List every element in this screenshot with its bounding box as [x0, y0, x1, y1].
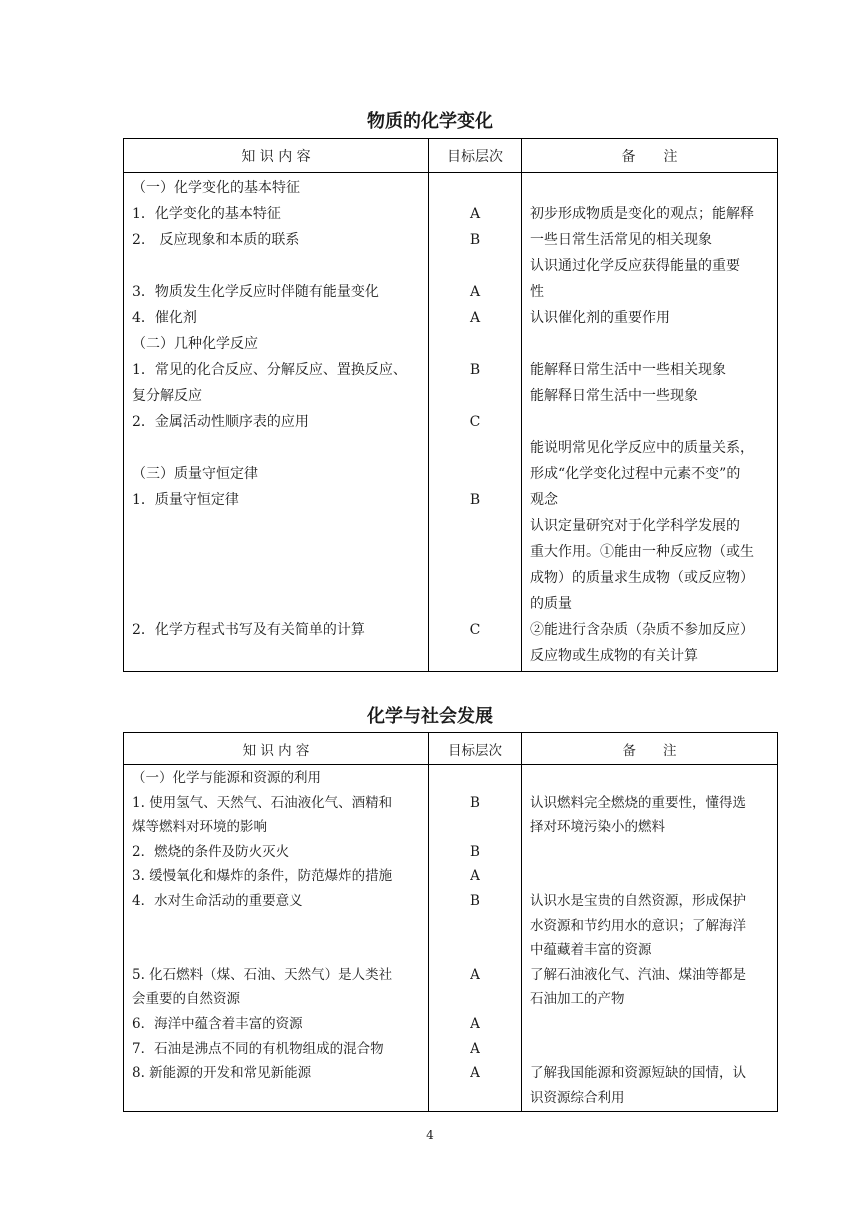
page-number: 4 — [426, 1128, 434, 1142]
cell-line — [522, 1037, 777, 1062]
cell-line: 一些日常生活常见的相关现象 — [530, 232, 712, 248]
cell-line: 重大作用。①能由一种反应物（或生 — [530, 544, 754, 560]
section-title: 物质的化学变化 — [367, 111, 493, 132]
header-target-level: 目标层次 — [429, 733, 522, 765]
knowledge-column — [124, 765, 429, 1112]
cell-line — [429, 815, 521, 840]
cell-line: A — [469, 310, 481, 326]
table-body-row — [124, 765, 778, 1112]
cell-line — [522, 766, 777, 791]
cell-line: 5. 化石燃料（煤、石油、天然气）是人类社 — [132, 966, 393, 983]
cell-line: 8. 新能源的开发和常见新能源 — [132, 1065, 312, 1082]
cell-line: （一）化学变化的基本特征 — [132, 180, 300, 196]
cell-line: 认识定量研究对于化学科学发展的 — [530, 518, 740, 534]
table-body-row — [124, 173, 778, 672]
cell-line — [429, 253, 521, 279]
cell-line — [429, 565, 521, 591]
cell-line: 反应物或生成物的有关计算 — [530, 648, 698, 664]
cell-line: 能解释日常生活中一些现象 — [530, 388, 698, 404]
cell-line: 择对环境污染小的燃料 — [530, 819, 665, 836]
level-column — [429, 765, 522, 1112]
cell-line: 石油加工的产物 — [530, 991, 625, 1008]
notes-column — [522, 765, 778, 1112]
cell-line: 4．水对生命活动的重要意义 — [132, 892, 303, 909]
cell-line — [124, 591, 428, 617]
cell-line: ②能进行含杂质（杂质不参加反应） — [530, 622, 754, 638]
cell-line: 3. 缓慢氧化和爆炸的条件，防范爆炸的措施 — [132, 868, 393, 885]
cell-line — [429, 539, 521, 565]
cell-line: 形成“化学变化过程中元素不变”的 — [530, 466, 741, 482]
cell-line: B — [469, 232, 481, 248]
section-title: 化学与社会发展 — [367, 706, 493, 727]
cell-line: 认识催化剂的重要作用 — [530, 310, 670, 326]
cell-line — [124, 539, 428, 565]
cell-line: A — [470, 1015, 480, 1032]
knowledge-column — [124, 173, 429, 672]
cell-line: 了解石油液化气、汽油、煤油等都是 — [530, 966, 746, 983]
cell-line — [429, 987, 521, 1012]
cell-line: C — [469, 622, 481, 638]
cell-line: 认识水是宝贵的自然资源，形成保护 — [530, 892, 746, 909]
cell-line — [429, 461, 521, 487]
cell-line: 2．金属活动性顺序表的应用 — [132, 414, 309, 430]
cell-line: 能说明常见化学反应中的质量关系， — [530, 440, 754, 456]
knowledge-table — [123, 138, 778, 672]
cell-line: 7．石油是沸点不同的有机物组成的混合物 — [132, 1040, 384, 1057]
cell-line: A — [470, 1065, 480, 1082]
cell-line: （二）几种化学反应 — [132, 336, 258, 352]
cell-line: 2．化学方程式书写及有关简单的计算 — [132, 622, 365, 638]
cell-line: 1．化学变化的基本特征 — [132, 206, 281, 222]
cell-line — [124, 938, 428, 963]
cell-line — [124, 513, 428, 539]
cell-line: （三）质量守恒定律 — [132, 466, 258, 482]
cell-line: 2. 反应现象和本质的联系 — [132, 232, 300, 248]
cell-line: B — [470, 794, 480, 811]
cell-line — [429, 435, 521, 461]
cell-line: 认识通过化学反应获得能量的重要 — [530, 258, 740, 274]
table-header-row — [124, 733, 778, 765]
cell-line — [522, 840, 777, 865]
cell-line — [429, 914, 521, 939]
cell-line — [124, 565, 428, 591]
cell-line — [522, 331, 777, 357]
cell-line: 1. 使用氢气、天然气、石油液化气、酒精和 — [132, 794, 393, 811]
cell-line — [124, 435, 428, 461]
cell-line: 6．海洋中蕴含着丰富的资源 — [132, 1015, 303, 1032]
cell-line — [522, 1012, 777, 1037]
cell-line — [429, 513, 521, 539]
cell-line: A — [469, 284, 481, 300]
header-knowledge-content: 知 识 内 容 — [124, 733, 429, 765]
table-header-row — [124, 139, 778, 173]
cell-line: 的质量 — [530, 596, 572, 612]
cell-line: 会重要的自然资源 — [132, 991, 240, 1008]
cell-line: C — [469, 414, 481, 430]
header-target-level: 目标层次 — [429, 139, 522, 173]
cell-line — [429, 175, 521, 201]
cell-line: A — [470, 868, 480, 885]
cell-line: B — [469, 492, 481, 508]
cell-line: 水资源和节约用水的意识；了解海洋 — [530, 917, 746, 934]
cell-line — [522, 409, 777, 435]
level-column — [429, 173, 522, 672]
cell-line — [429, 766, 521, 791]
cell-line: 观念 — [530, 492, 558, 508]
header-notes: 备 注 — [522, 733, 778, 765]
cell-line — [124, 253, 428, 279]
cell-line: 1．常见的化合反应、分解反应、置换反应、 — [132, 362, 407, 378]
cell-line — [429, 591, 521, 617]
cell-line: 3．物质发生化学反应时伴随有能量变化 — [132, 284, 379, 300]
cell-line: 复分解反应 — [132, 388, 202, 404]
cell-line: 中蕴藏着丰富的资源 — [530, 942, 652, 959]
notes-column — [522, 173, 778, 672]
cell-line: 了解我国能源和资源短缺的国情，认 — [530, 1065, 746, 1082]
cell-line: B — [469, 362, 481, 378]
cell-line: 1．质量守恒定律 — [132, 492, 239, 508]
cell-line: B — [470, 843, 480, 860]
header-knowledge-content: 知 识 内 容 — [124, 139, 429, 173]
cell-line — [522, 175, 777, 201]
cell-line: （一）化学与能源和资源的利用 — [132, 770, 321, 786]
cell-line: 煤等燃料对环境的影响 — [132, 819, 267, 836]
cell-line — [429, 331, 521, 357]
cell-line — [522, 864, 777, 889]
knowledge-table — [123, 732, 778, 1112]
cell-line: 性 — [530, 284, 544, 300]
cell-line: 初步形成物质是变化的观点；能解释 — [530, 206, 754, 222]
cell-line: A — [469, 206, 481, 222]
cell-line — [124, 643, 428, 669]
cell-line — [124, 914, 428, 939]
cell-line: A — [470, 966, 480, 983]
cell-line — [429, 643, 521, 669]
cell-line — [429, 383, 521, 409]
cell-line: 识资源综合利用 — [530, 1089, 625, 1106]
cell-line: 2．燃烧的条件及防火灭火 — [132, 843, 290, 860]
cell-line: 成物）的质量求生成物（或反应物） — [530, 570, 754, 586]
cell-line: 能解释日常生活中一些相关现象 — [530, 362, 726, 378]
header-notes: 备 注 — [522, 139, 778, 173]
cell-line — [429, 1086, 521, 1111]
cell-line: 认识燃料完全燃烧的重要性，懂得选 — [530, 794, 746, 811]
cell-line: 4．催化剂 — [132, 310, 197, 326]
cell-line — [429, 938, 521, 963]
cell-line: B — [470, 892, 480, 909]
cell-line: A — [470, 1040, 480, 1057]
cell-line — [124, 1086, 428, 1111]
